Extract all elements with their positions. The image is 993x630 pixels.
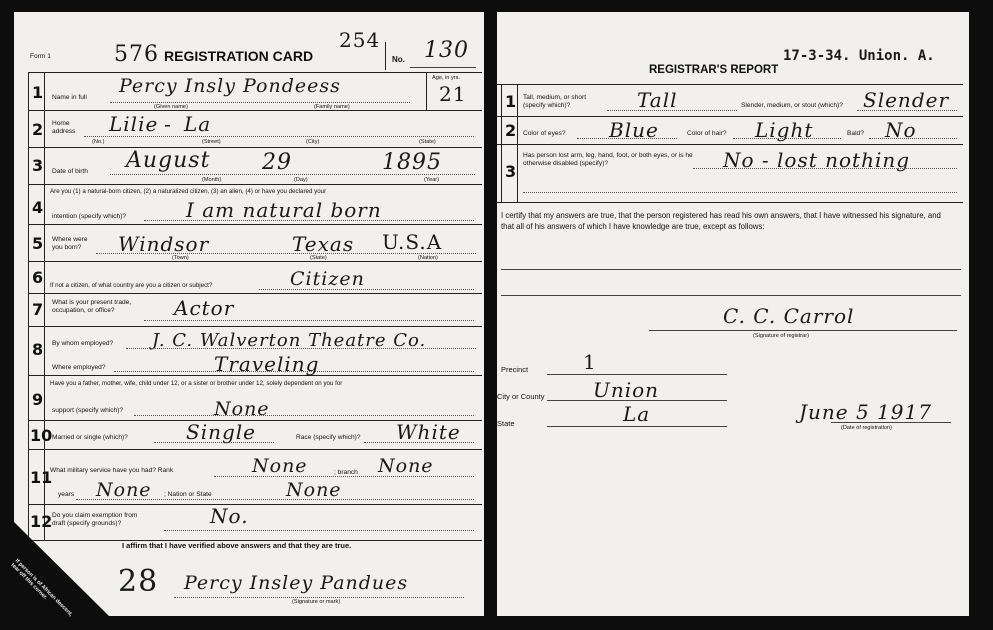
exemption-label: Do you claim exemption from draft (specify grounds)? — [52, 512, 138, 527]
row-number: 9 — [32, 390, 44, 409]
home-address-label: Home address — [52, 120, 76, 135]
year-caption: (Year) — [424, 177, 440, 183]
registrar-caption: (Signature of registrar) — [753, 333, 809, 339]
age-header: Age, in yrs. — [432, 75, 460, 81]
row-number: 4 — [32, 198, 44, 217]
serial-number: 576 — [114, 42, 159, 67]
city-county-label: City or County — [497, 392, 545, 401]
dependents-question: Have you a father, mother, wife, child under 12, or a sister or brother under 12, solely dependent on you for — [50, 380, 343, 387]
row-number: 6 — [32, 268, 44, 287]
hair-color-value: Light — [755, 118, 814, 142]
row-number: 2 — [505, 121, 517, 140]
date-caption: (Date of registration) — [841, 425, 892, 431]
given-name-caption: (Given name) — [154, 104, 188, 110]
birth-nation: U.S.A — [382, 230, 443, 254]
row-number: 8 — [32, 340, 44, 359]
bald-value: No — [885, 118, 917, 142]
row-number: 10 — [30, 426, 53, 445]
dob-day: 29 — [262, 150, 292, 175]
dependents-value: None — [214, 398, 270, 420]
home-state-value: La — [184, 112, 212, 136]
top-number: 254 — [339, 28, 381, 52]
signature-number: 28 — [118, 564, 159, 599]
occupation-label: What is your present trade, occupation, or office? — [52, 299, 132, 314]
eye-color-label: Color of eyes? — [523, 130, 566, 137]
state-value: La — [623, 402, 651, 426]
birthplace-label: Where were you born? — [52, 236, 88, 251]
military-years: None — [96, 479, 152, 501]
precinct-value: 1 — [583, 350, 597, 374]
registrar-signature: C. C. Carrol — [723, 304, 855, 328]
certify-statement: I certify that my answers are true, that the person registered has read his own answers, that I have witnessed his signature, and that all of his answers of which I have knowledge are true, except as follows: — [501, 211, 941, 231]
dependents-label: support (specify which)? — [52, 407, 124, 414]
town-caption: (Town) — [172, 255, 189, 261]
height-value: Tall — [637, 88, 678, 112]
registration-card: Form 1 576 REGISTRATION CARD 254 No. 130 1 Name in full Percy Insly Pondeess (Given name) (Family name) Age, in yrs. 21 2 Home address Lilie - La (No.) (Street) (City) (State) 3 Date of birth August 29 1895 (Month) (Day) (Year) 4 Are you (1) a natural-born citizen, (2) a naturalized citizen, (3) an alien, (4) or have you declared your intention (specify which)? I am natural born 5 Where were you born? Windsor Texas U.S.A (Town) (State) (Nation) 6 If not a citizen, of what country are you a citizen or subject? Citizen 7 What is your present trade, occupation, or office? Actor 8 By whom employed? J. C. Walverton Theatre Co. Where employed? Traveling 9 Have you a father, mother, wife, child under 12, or a sister or brother under 12, solely dependent on you for support (specify which)? None 10 Married or single (which)? Single Race (specify which)? White 11 What military service have you had? Rank None ; branch None years None ; Nation or State None 12 Do you claim exemption from draft (specify grounds)? No. I affirm that I have verified above answers and that they are true. 28 Percy Insley Pandues (Signature or mark) If person is of African descent, tear off this corner. — [14, 12, 484, 616]
form-label: Form 1 — [30, 53, 51, 60]
row-number: 3 — [505, 162, 517, 181]
foreign-citizen-label: If not a citizen, of what country are you a citizen or subject? — [50, 282, 213, 289]
name-value: Percy Insly Pondeess — [119, 75, 341, 97]
row-number: 1 — [32, 83, 44, 102]
age-value: 21 — [439, 82, 467, 106]
race-label: Race (specify which)? — [296, 434, 361, 441]
hair-color-label: Color of hair? — [687, 130, 727, 137]
city-caption: (City) — [306, 139, 320, 145]
city-county-value: Union — [593, 378, 660, 402]
report-title: REGISTRAR'S REPORT — [649, 64, 779, 76]
disability-label: Has person lost arm, leg, hand, foot, or both eyes, or is he otherwise disabled (specify)? — [523, 152, 693, 167]
military-rank: None — [252, 455, 308, 477]
row-number: 2 — [32, 120, 44, 139]
employed-where-value: Traveling — [214, 352, 320, 376]
bald-label: Bald? — [847, 130, 864, 137]
marital-label: Married or single (which)? — [52, 434, 128, 441]
state-caption: (State) — [310, 255, 327, 261]
home-street-value: Lilie — [109, 112, 159, 136]
corner-note: If person is of African descent, tear off this corner. — [9, 558, 74, 618]
intention-label: intention (specify which)? — [52, 213, 127, 220]
no-caption: (No.) — [92, 139, 105, 145]
nation-caption: (Nation) — [418, 255, 438, 261]
row-number: 11 — [30, 468, 53, 487]
build-value: Slender — [863, 88, 950, 112]
precinct-label: Precinct — [501, 365, 529, 374]
nation-label: ; Nation or State — [164, 491, 212, 498]
height-label: Tall, medium, or short (specify which)? — [523, 94, 587, 109]
stamp-text: 17-3-34. Union. A. — [783, 48, 935, 64]
marital-value: Single — [186, 420, 257, 444]
family-name-caption: (Family name) — [314, 104, 350, 110]
years-label: years — [58, 491, 75, 498]
citizenship-question: Are you (1) a natural-born citizen, (2) a naturalized citizen, (3) an alien, (4) or have you declared your — [50, 188, 327, 195]
day-caption: (Day) — [294, 177, 308, 183]
name-label: Name in full — [52, 94, 87, 101]
occupation-value: Actor — [174, 296, 235, 320]
exemption-value: No. — [210, 504, 249, 528]
registrars-report-card — [497, 12, 969, 616]
employed-where-label: Where employed? — [52, 364, 106, 371]
row-number: 3 — [32, 156, 44, 175]
eye-color-value: Blue — [609, 118, 659, 142]
military-branch: None — [378, 455, 434, 477]
card-number: 130 — [424, 38, 469, 63]
race-value: White — [396, 420, 461, 444]
row-number: 7 — [32, 300, 44, 319]
employer-value: J. C. Walverton Theatre Co. — [152, 330, 427, 351]
row-number: 1 — [505, 92, 517, 111]
dob-month: August — [126, 148, 211, 173]
state-caption: (State) — [419, 139, 436, 145]
military-label: What military service have you had? Rank — [50, 467, 174, 474]
build-label: Slender, medium, or stout (which)? — [741, 102, 843, 109]
military-nation: None — [286, 479, 342, 501]
month-caption: (Month) — [202, 177, 222, 183]
row-number: 5 — [32, 234, 44, 253]
signature-caption: (Signature or mark) — [292, 599, 341, 605]
registration-date: June 5 1917 — [799, 400, 932, 424]
registrant-signature: Percy Insley Pandues — [184, 572, 409, 594]
disability-value: No - lost nothing — [723, 148, 911, 172]
birth-state: Texas — [292, 232, 355, 256]
dob-year: 1895 — [382, 150, 442, 175]
state-label: State — [497, 419, 515, 428]
branch-label: ; branch — [334, 469, 358, 476]
citizenship-value: I am natural born — [186, 198, 382, 222]
birth-town: Windsor — [118, 232, 210, 256]
employer-label: By whom employed? — [52, 340, 114, 347]
street-caption: (Street) — [202, 139, 221, 145]
card-title: REGISTRATION CARD — [164, 48, 314, 64]
foreign-citizen-value: Citizen — [290, 268, 365, 290]
row-number: 12 — [30, 512, 53, 531]
dob-label: Date of birth — [52, 168, 88, 175]
no-label: No. — [392, 55, 405, 64]
affirm-statement: I affirm that I have verified above answers and that they are true. — [122, 541, 352, 550]
